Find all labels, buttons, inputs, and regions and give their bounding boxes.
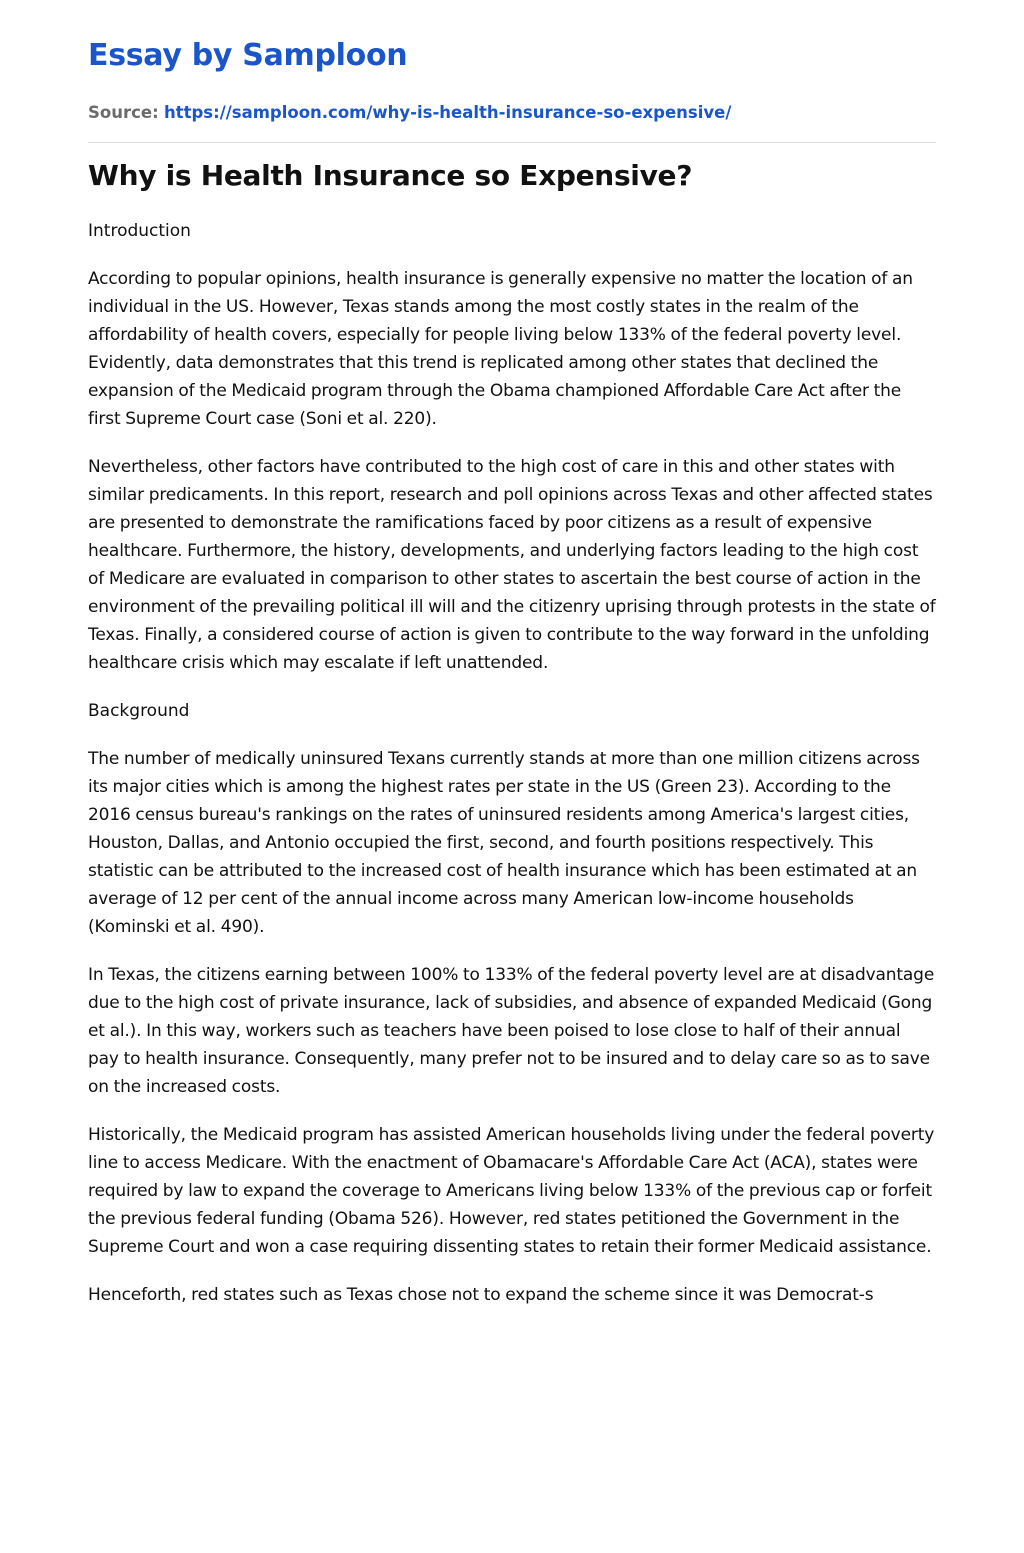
source-link[interactable]: https://samploon.com/why-is-health-insurance-so-expensive/ [163, 103, 732, 122]
site-title: Essay by Samploon [88, 38, 408, 73]
paragraph: Nevertheless, other factors have contributed to the high cost of care in this and other states with similar predicaments. In this report, research and poll opinions across Texas and other affected states are presented to demonstrate the ramifications faced by poor citizens as a result of expensive healthcare. Furthermore, the history, developments, and underlying factors leading to the high cost of Medicare are evaluated in comparison to other states to ascertain the best course of action in the environment of the prevailing political ill will and the citizenry uprising through protests in the state of Texas. Finally, a considered course of action is given to contribute to the way forward in the unfolding healthcare crisis which may escalate if left unattended. [88, 457, 936, 673]
source-line [88, 101, 731, 125]
paragraph: In Texas, the citizens earning between 100% to 133% of the federal poverty level are at disadvantage due to the high cost of private insurance, lack of subsidies, and absence of expanded Medicaid (Gong et al.). In this way, workers such as teachers have been poised to lose close to half of their annual pay to health insurance. Consequently, many prefer not to be insured and to delay care so as to save on the increased costs. [88, 965, 935, 1097]
source-label: Source: [88, 103, 159, 122]
paragraph: According to popular opinions, health insurance is generally expensive no matter the location of an individual in the US. However, Texas stands among the most costly states in the realm of the affordability of health covers, especially for people living below 133% of the federal poverty level. Evidently, data demonstrates that this trend is replicated among other states that declined the expansion of the Medicaid program through the Obama championed Affordable Care Act after the first Supreme Court case (Soni et al. 220). [88, 269, 913, 429]
section-heading-introduction: Introduction [88, 221, 191, 241]
paragraph: The number of medically uninsured Texans currently stands at more than one million citizens across its major cities which is among the highest rates per state in the US (Green 23). According to the 2016 census bureau's rankings on the rates of uninsured residents among America's largest cities, Houston, Dallas, and Antonio occupied the first, second, and fourth positions respectively. This statistic can be attributed to the increased cost of health insurance which has been estimated at an average of 12 per cent of the annual income across many American low-income households (Kominski et al. 490). [88, 749, 920, 937]
paragraph-truncated: Henceforth, red states such as Texas chose not to expand the scheme since it was Democrat-s [88, 1285, 874, 1305]
essay-body [88, 217, 936, 1329]
header-divider [88, 142, 936, 143]
paragraph: Historically, the Medicaid program has assisted American households living under the federal poverty line to access Medicare. With the enactment of Obamacare's Affordable Care Act (ACA), states were required by law to expand the coverage to Americans living below 133% of the previous cap or forfeit the previous federal funding (Obama 526). However, red states petitioned the Government in the Supreme Court and won a case requiring dissenting states to retain their former Medicaid assistance. [88, 1125, 935, 1257]
section-heading-background: Background [88, 701, 190, 721]
essay-title: Why is Health Insurance so Expensive? [88, 159, 693, 192]
